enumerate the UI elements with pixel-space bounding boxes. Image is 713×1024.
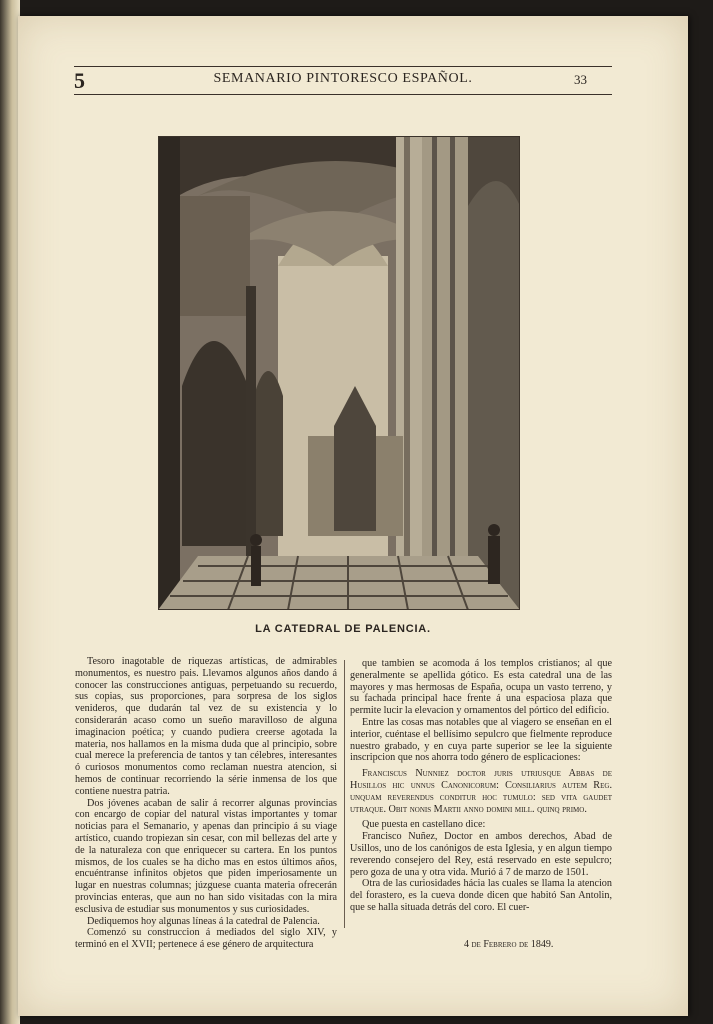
header-bottom-rule — [74, 94, 612, 95]
latin-inscription: Franciscus Nunniez doctor juris utriusque Abbas de Husillos hic unnus Canonicorum: Consiliarius autem Reg. unquam reverendus conditur hoc tumulo: sed vita gaudet utraque. Obit nonis Martii anno domini mill. quinq primo. — [350, 768, 612, 815]
paragraph: Dos jóvenes acaban de salir á recorrer algunas provincias con encargo de copiar del natural vistas importantes y tomar noticias para el Semanario, y apenas dan principio á su viage artístico, cuando tropiezan sin cesar, con mil bellezas del arte y de la naturaleza con que enriquecer su cartera. En los puntos mismos, de los cuales se ha dicho mas en estos últimos años, encuéntranse infinitos objetos que piden imperiosamente un lugar en nuestras columnas; júzguese cuanta materia ofrecerán provincias enteras, que aun no han sido visitadas con la mira esclusiva de estudiar sus monumentos y sus curiosidades. — [75, 797, 337, 915]
illustration-caption: LA CATEDRAL DE PALENCIA. — [255, 623, 431, 635]
issue-number: 5 — [74, 68, 85, 93]
paragraph: Comenzó su construccion á mediados del siglo XIV, y terminó en el XVII; pertenece á ese género de arquitectura — [75, 927, 337, 951]
newspaper-page — [18, 16, 688, 1016]
publication-title: SEMANARIO PINTORESCO ESPAÑOL. — [213, 71, 473, 86]
paragraph: Entre las cosas mas notables que al viagero se enseñan en el interior, cuéntase el bellísimo sepulcro que fielmente reproduce nuestro grabado, y en cuya parte superior se lee la siguiente inscripcion que nos ahorra todo género de esplicaciones: — [350, 716, 612, 764]
column-divider — [344, 660, 345, 928]
paragraph: Francisco Nuñez, Doctor en ambos derechos, Abad de Usillos, uno de los canónigos de esta Iglesia, y en algun tiempo reverendo consejero del Rey, está reservado en este sepulcro; pero goza de una y otra vida. Murió á 7 de marzo de 1501. — [350, 831, 612, 878]
paragraph: Que puesta en castellano dice: — [362, 819, 486, 831]
paragraph: Otra de las curiosidades hácia las cuales se llama la atencion del forastero, es la cueva donde dicen que habitó San Antolin, que se halla situada detrás del coro. El cuer- — [350, 878, 612, 913]
issue-date: 4 de Febrero de 1849. — [464, 939, 554, 950]
previous-page-edge — [0, 0, 20, 1024]
paragraph: Dediquemos hoy algunas líneas á la catedral de Palencia. — [87, 915, 320, 927]
cathedral-engraving — [158, 136, 520, 610]
left-column — [75, 656, 337, 951]
header-top-rule — [74, 66, 612, 67]
paragraph: que tambien se acomoda á los templos cristianos; al que generalmente se apellida gótico. Es esta catedral una de las mayores y mas hermosas de España, ocupa un vasto terreno, y su fachada principal hace frente á una espaciosa plaza que permite lucir la elevacion y ornamentos del pórtico del edificio. — [350, 658, 612, 717]
paragraph: Tesoro inagotable de riquezas artísticas, de admirables monumentos, es nuestro pais. Llevamos algunos años dando á conocer las construcciones antiguas, perpetuando su recuerdo, sus copias, sus proporciones, para sorpresa de los siglos venideros, que dudarán tal vez de su existencia y lo considerarán acaso como un sueño maravilloso de alguna imaginacion poética; y cuando pudiera creerse agotada la materia, nos hallamos en la misma duda que al principio, sobre cual merece la preferencia de tantos y tan célebres, interesantes ó curiosos monumentos como reclaman nuestra atencion, si hemos de continuar recorriendo la série inmensa de los que contiene nuestra patria. — [75, 656, 337, 797]
page-number: 33 — [574, 72, 587, 87]
right-column — [350, 658, 612, 914]
